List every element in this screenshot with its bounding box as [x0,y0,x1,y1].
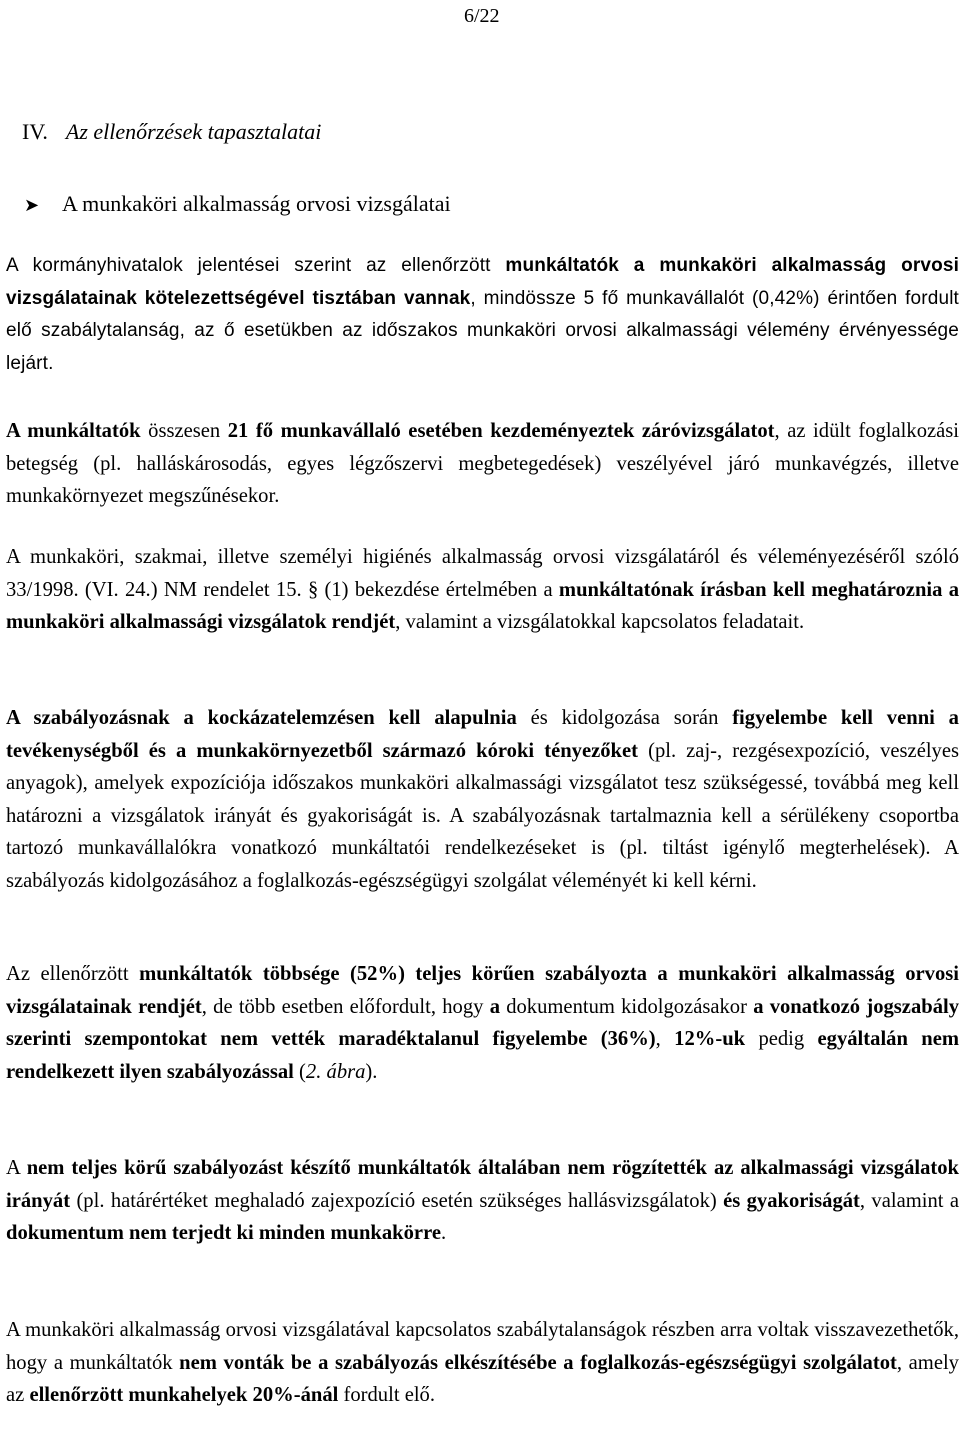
p1-text-1: A kormányhivatalok jelentései szerint az ellenőrzött [6,255,506,276]
p7-text-2: , amely az [6,1351,959,1407]
p7-bold-1: nem vonták be a szabályozás elkészítésébe a foglalkozás-egészségügyi szolgálatot [179,1351,897,1374]
figure-reference: 2. ábra [305,1060,366,1083]
p2-text-2: , az idült foglalkozási betegség (pl. halláskárosodás, egyes légzőszervi megbetegedések) veszélyével járó munkavégzés, illetve munkakörnyezet megszűnésekor. [6,420,960,508]
section-heading [22,118,321,146]
p4-bold-1: A szabályozásnak a kockázatelemzésen kell alapulnia [6,707,517,729]
p5-bold-3: a vonatkozó jogszabály szerinti szempontokat nem vették maradéktalanul figyelembe (36%) [6,995,960,1051]
section-title: Az ellenőrzések tapasztalatai [65,119,322,144]
p6-text-2: (pl. határértéket meghaladó zajexpozíció esetén szükséges hallásvizsgálatok) [70,1189,724,1212]
p5-text-6: ( [293,1060,306,1083]
p2-text-1: összesen [140,420,228,442]
p5-bold-5: egyáltalán nem rendelkezett ilyen szabályozással [6,1028,959,1083]
p4-bold-2: figyelembe kell venni a tevékenységből és a munkakörnyezetből származó kóroki tényezőket [6,707,959,762]
p5-text-1: Az ellenőrzött [6,963,140,985]
p5-text-7: ). [365,1060,378,1083]
p7-bold-2: ellenőrzött munkahelyek 20%-ánál [29,1384,339,1407]
p5-text-4: , [655,1028,675,1051]
paragraph-1 [6,250,959,380]
p5-bold-4: 12%-uk [674,1028,746,1051]
p7-text-1: A munkaköri alkalmasság orvosi vizsgálatával kapcsolatos szabálytalanságok részben arra voltak visszavezethetők, hogy a munkáltatók [6,1319,959,1374]
p4-text-1: és kidolgozása során [516,707,733,729]
p3-bold-1: munkáltatónak írásban kell meghatároznia a munkaköri alkalmassági vizsgálatok rendjét [6,578,959,634]
p6-bold-2: és gyakoriságát [723,1189,860,1212]
paragraph-5 [6,958,959,1088]
p5-text-3: dokumentum kidolgozásakor [499,995,754,1018]
p1-text-2: , mindössze 5 fő munkavállalót (0,42%) érintően fordult elő szabálytalanság, az ő esetükben az időszakos munkaköri orvosi alkalmassági vélemény érvényessége lejárt. [6,287,959,374]
p5-text-5: pedig [745,1028,818,1051]
paragraph-4 [6,702,959,898]
p5-text-2: , de több esetben előfordult, hogy [201,995,490,1018]
p6-bold-3: dokumentum nem terjedt ki minden munkakörre [6,1222,441,1245]
section-number: IV. [22,119,48,144]
p4-text-2: (pl. zaj-, rezgésexpozíció, veszélyes anyagok), amelyek expozíciója időszakos munkaköri alkalmassági vizsgálatot tesz szükségessé, továbbá meg kell határozni a vizsgálatok irányát és gyakoriságát is. A szabályozásnak tartalmaznia kell a sérülékeny csoportba tartozó munkavállalókra vonatkozó munkáltatói rendelkezéseket is (pl. tiltást igénylő megterhelések). A szabályozás kidolgozásához a foglalkozás-egészségügyi szolgálat véleményét ki kell kérni. [6,739,960,892]
page-number: 6/22 [464,5,500,27]
p3-text-2: , valamint a vizsgálatokkal kapcsolatos feladatait. [395,611,805,634]
p6-text-3: , valamint a [859,1189,959,1212]
p7-text-3: fordult elő. [338,1384,435,1407]
p6-text-1: A [6,1157,27,1179]
p5-bold-1: munkáltatók többsége (52%) teljes körűen szabályozta a munkaköri alkalmasság orvosi vizsgálatainak rendjét [6,963,959,1018]
paragraph-6 [6,1152,959,1250]
p1-bold-1: munkáltatók a munkaköri alkalmasság orvosi vizsgálatainak kötelezettségével tisztában vannak [6,255,959,309]
p2-bold-2: 21 fő munkavállaló esetében kezdeményeztek záróvizsgálatot [227,420,775,442]
paragraph-3 [6,541,959,639]
p2-bold-1: A munkáltatók [6,420,141,442]
paragraph-2 [6,415,959,513]
arrow-bullet-icon: ➤ [24,195,40,216]
p6-text-4: . [440,1222,447,1245]
paragraph-7 [6,1314,959,1412]
p6-bold-1: nem teljes körű szabályozást készítő munkáltatók általában nem rögzítették az alkalmassági vizsgálatok irányát [6,1157,959,1212]
p3-text-1: A munkaköri, szakmai, illetve személyi higiénés alkalmasság orvosi vizsgálatáról és véleményezéséről szóló 33/1998. (VI. 24.) NM rendelet 15. § (1) bekezdése értelmében a [6,546,959,601]
subheading [24,190,451,220]
p5-bold-2: a [489,995,500,1018]
subheading-text: A munkaköri alkalmasság orvosi vizsgálatai [62,191,451,216]
